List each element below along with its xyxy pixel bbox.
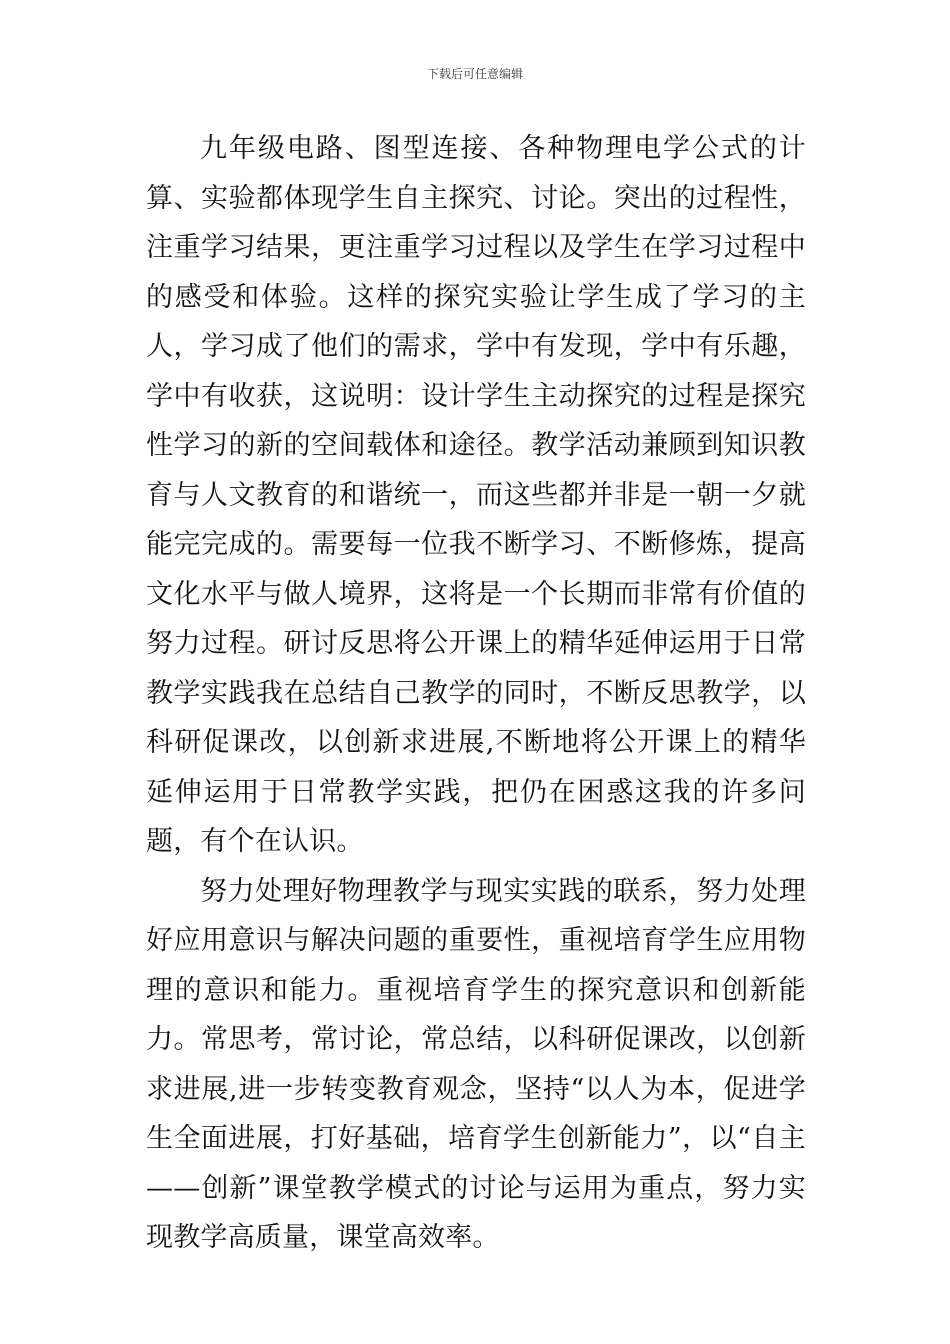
paragraph-2: 努力处理好物理教学与现实实践的联系，努力处理好应用意识与解决问题的重要性，重视培育学生应用物理的意识和能力。重视培育学生的探究意识和创新能力。常思考，常讨论，常总结，以科研促课改，以创新求进展,进一步转变教育观念，坚持“以人为本，促进学生全面进展，打好基础，培育学生创新能力”，以“自主——创新”课堂教学模式的讨论与运用为重点，努力实现教学高质量，课堂高效率。 — [146, 875, 806, 1253]
page-header-note: 下载后可任意编辑 — [426, 67, 523, 81]
document-body — [146, 124, 806, 1263]
paragraph-1: 九年级电路、图型连接、各种物理电学公式的计算、实验都体现学生自主探究、讨论。突出的过程性，注重学习结果，更注重学习过程以及学生在学习过程中的感受和体验。这样的探究实验让学生成了学习的主人，学习成了他们的需求，学中有发现，学中有乐趣，学中有收获，这说明：设计学生主动探究的过程是探究性学习的新的空间载体和途径。教学活动兼顾到知识教育与人文教育的和谐统一，而这些都并非是一朝一夕就能完完成的。需要每一位我不断学习、不断修炼，提高文化水平与做人境界，这将是一个长期而非常有价值的努力过程。研讨反思将公开课上的精华延伸运用于日常教学实践我在总结自己教学的同时，不断反思教学，以科研促课改，以创新求进展,不断地将公开课上的精华延伸运用于日常教学实践，把仍在困惑这我的许多问题，有个在认识。 — [146, 133, 806, 857]
